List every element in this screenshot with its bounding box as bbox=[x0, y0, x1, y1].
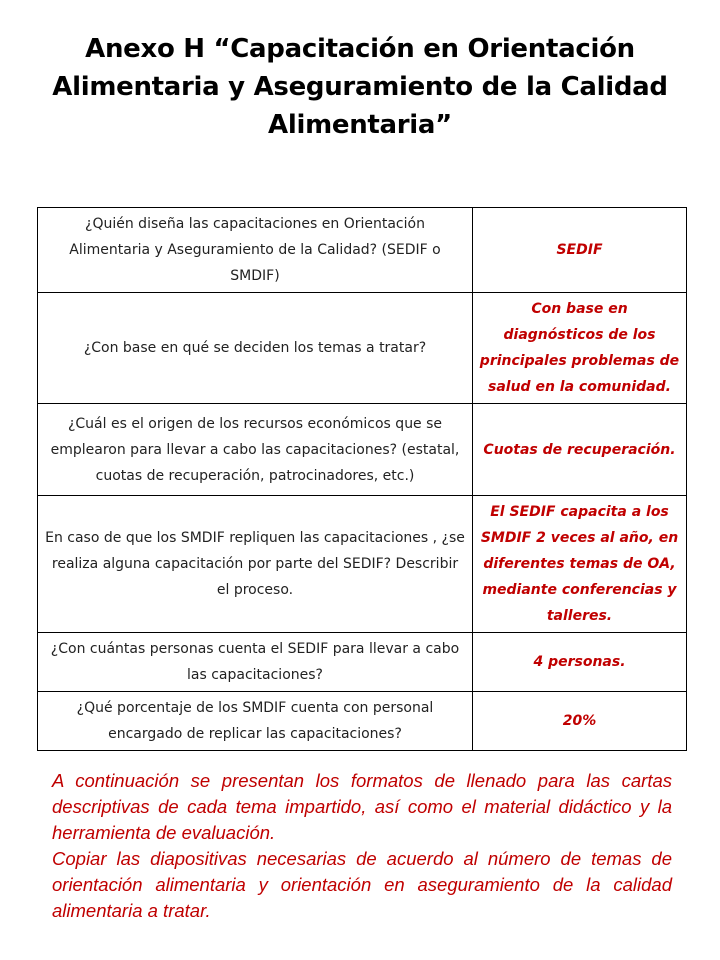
answer-cell: SEDIF bbox=[473, 208, 687, 293]
question-cell: ¿Cuál es el origen de los recursos económicos que se emplearon para llevar a cabo las capacitaciones? (estatal, cuotas de recuperación, patrocinadores, etc.) bbox=[38, 404, 473, 496]
note-paragraph-2: Copiar las diapositivas necesarias de acuerdo al número de temas de orientación alimentaria y orientación en aseguramiento de la calidad alimentaria a tratar. bbox=[52, 848, 672, 921]
answer-cell: Cuotas de recuperación. bbox=[473, 404, 687, 496]
qa-table bbox=[37, 207, 687, 751]
table-row bbox=[38, 404, 687, 496]
table-row bbox=[38, 692, 687, 751]
question-cell: ¿Con base en qué se deciden los temas a tratar? bbox=[38, 293, 473, 404]
question-cell: ¿Con cuántas personas cuenta el SEDIF para llevar a cabo las capacitaciones? bbox=[38, 633, 473, 692]
table-row bbox=[38, 633, 687, 692]
answer-cell: 20% bbox=[473, 692, 687, 751]
question-cell: ¿Qué porcentaje de los SMDIF cuenta con personal encargado de replicar las capacitaciones? bbox=[38, 692, 473, 751]
table-row bbox=[38, 208, 687, 293]
question-cell: ¿Quién diseña las capacitaciones en Orientación Alimentaria y Aseguramiento de la Calidad? (SEDIF o SMDIF) bbox=[38, 208, 473, 293]
question-cell: En caso de que los SMDIF repliquen las capacitaciones , ¿se realiza alguna capacitación por parte del SEDIF? Describir el proceso. bbox=[38, 496, 473, 633]
instructions-note bbox=[52, 768, 672, 924]
answer-cell: 4 personas. bbox=[473, 633, 687, 692]
page-title: Anexo H “Capacitación en Orientación Alimentaria y Aseguramiento de la Calidad Alimentaria” bbox=[52, 34, 668, 140]
note-paragraph-1: A continuación se presentan los formatos de llenado para las cartas descriptivas de cada tema impartido, así como el material didáctico y la herramienta de evaluación. bbox=[52, 770, 672, 843]
answer-cell: Con base en diagnósticos de los principales problemas de salud en la comunidad. bbox=[473, 293, 687, 404]
table-row bbox=[38, 293, 687, 404]
answer-cell: El SEDIF capacita a los SMDIF 2 veces al año, en diferentes temas de OA, mediante conferencias y talleres. bbox=[473, 496, 687, 633]
table-row bbox=[38, 496, 687, 633]
